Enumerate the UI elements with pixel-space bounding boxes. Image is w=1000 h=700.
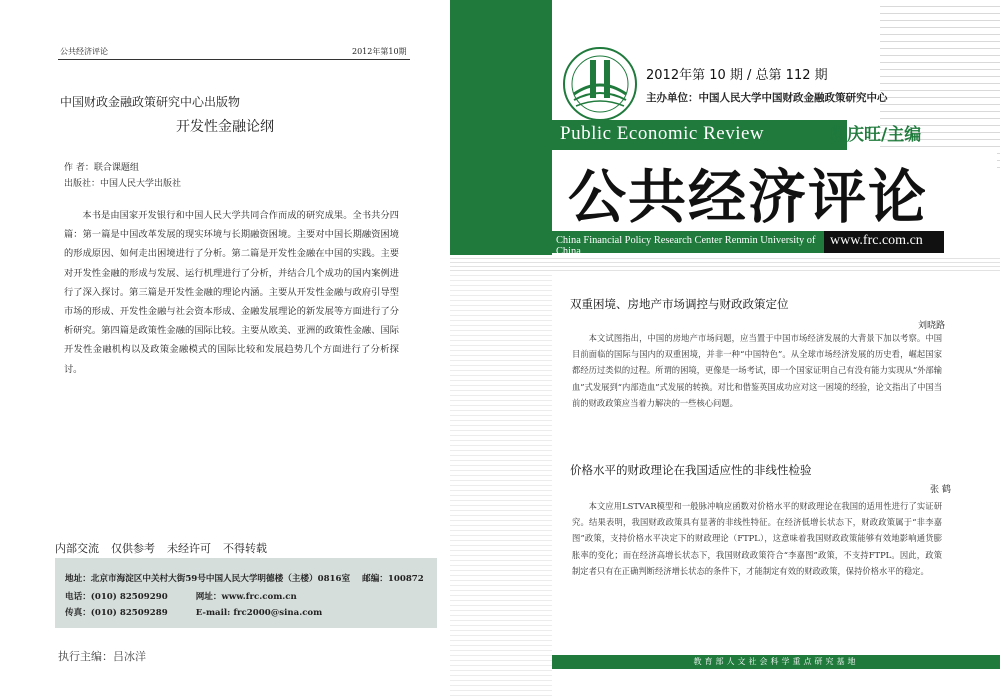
fax-line xyxy=(65,606,322,618)
address: 地址：北京市海淀区中关村大街59号中国人民大学明德楼（主楼）0816室 xyxy=(65,574,351,584)
postcode: 邮编：100872 xyxy=(362,574,424,584)
chief-editor: 郭庆旺/主编 xyxy=(830,125,922,145)
notice-item: 内部交流 xyxy=(55,542,99,555)
article-abstract: 本文试图指出，中国的房地产市场问题，应当置于中国市场经济发展的大背景下加以考察。中国目前面临的国际与国内的双重困境，并非一种“中国特色”。从全球市场经济发展的历史看，崛起国家都经历过类似的过程。所谓的困境，更像是一场考试，即一个国家证明自己有没有能力实现从“外部输血”式发展到“内部造血”式发展的转换。对比和借鉴英国成功应对这一困境的经验，论文指出了中国当前的财政政策应当着力解决的一些核心问题。 xyxy=(572,333,942,408)
publisher-line: 中国财政金融政策研究中心出版物 xyxy=(60,95,241,109)
notice-item: 未经许可 xyxy=(167,542,211,555)
notice-band xyxy=(55,540,435,556)
running-head-issue: 2012年第10期 xyxy=(352,47,407,56)
article-abstract: 本文应用LSTVAR模型和一般脉冲响应函数对价格水平的财政理论在我国的适用性进行了实证研究。结果表明，我国财政政策具有显著的非线性特征。在经济低增长状态下，财政政策属于“非李嘉图”政策，支持价格水平决定下的财政理论（FTPL），这意味着我国财政政策能够有效地影响通货膨胀率的变化；而在经济高增长状态下，我国财政政策符合“李嘉图”政策，不支持FTPL。因此，政策制定者只有在正确判断经济增长状态的条件下，才能制定有效的财政政策，保持价格水平的稳定。 xyxy=(572,501,942,576)
author-label: 作 者： xyxy=(64,163,94,173)
left-page xyxy=(0,0,450,700)
website-url: www.frc.com.cn xyxy=(830,233,923,248)
press-value: 中国人民大学出版社 xyxy=(100,179,182,189)
website: 网址：www.frc.com.cn xyxy=(195,592,297,602)
sponsor-line: 主办单位：中国人民大学中国财政金融政策研究中心 xyxy=(646,92,888,104)
article-author: 刘晓路 xyxy=(918,321,946,331)
address-line xyxy=(65,572,424,584)
notice-item: 仅供参考 xyxy=(111,542,155,555)
english-title: Public Economic Review xyxy=(560,123,765,144)
article-author: 张 鹤 xyxy=(930,485,951,495)
book-title: 开发性金融论纲 xyxy=(176,119,274,135)
right-page xyxy=(450,0,1000,700)
telephone: 电话：(010) 82509290 xyxy=(65,592,168,602)
issue-number: 2012年第 10 期 / 总第 112 期 xyxy=(646,68,828,83)
center-english-name: China Financial Policy Research Center Renmin University of China xyxy=(556,235,816,257)
running-head-rule xyxy=(58,59,410,60)
running-head-title: 公共经济评论 xyxy=(60,47,108,56)
tel-line xyxy=(65,590,297,602)
article-title: 双重困境、房地产市场调控与财政政策定位 xyxy=(570,297,789,311)
book-press xyxy=(64,176,181,189)
press-label: 出版社： xyxy=(64,179,101,189)
institute-logo-icon xyxy=(562,46,638,122)
research-base-label: 教育部人文社会科学重点研究基地 xyxy=(693,657,859,666)
journal-title: 公共经济评论 xyxy=(568,163,929,231)
email: E-mail: frc2000@sina.com xyxy=(195,608,323,618)
center-name-band xyxy=(552,231,824,257)
article-title: 价格水平的财政理论在我国适应性的非线性检验 xyxy=(570,463,812,477)
book-description: 本书是由国家开发银行和中国人民大学共同合作而成的研究成果。全书共分四篇：第一篇是中国改革发展的现实环境与长期融资困境。主要对中国长期融资困境的形成原因、如何走出困境进行了分析。第二篇是开发性金融在中国的实践。主要对开发性金融的形成与发展、运行机理进行了分析，并结合几个成功的国内案例进行了深入探讨。第三篇是开发性金融的理论内涵。主要从开发性金融与政府引导型市场的形成、开发性金融与社会资本形成、金融发展理论的新发展等方面进行了分析研究。第四篇是政策性金融的国际比较。主要从欧美、亚洲的政策性金融、国际开发性金融机构以及政策金融模式的国际比较和发展趋势几个方面进行了分析探讨。 xyxy=(64,210,399,375)
contact-info-box xyxy=(55,558,437,628)
green-side-strip xyxy=(450,0,552,255)
book-author xyxy=(64,160,139,173)
notice-item: 不得转载 xyxy=(223,542,267,555)
executive-editor: 执行主编：吕冰洋 xyxy=(58,650,146,663)
fax: 传真：(010) 82509289 xyxy=(65,608,168,618)
author-value: 联合课题组 xyxy=(93,163,139,173)
website-box xyxy=(824,231,944,253)
decorative-stripes xyxy=(450,271,552,700)
english-title-band xyxy=(552,120,847,150)
decorative-stripes xyxy=(450,255,1000,271)
